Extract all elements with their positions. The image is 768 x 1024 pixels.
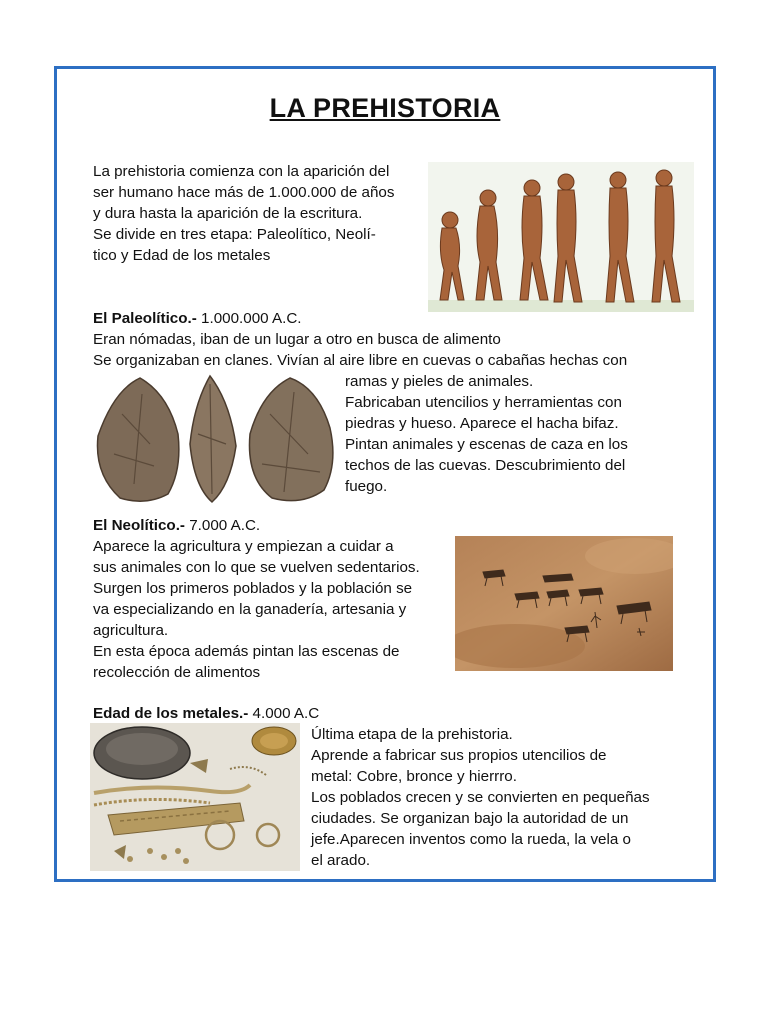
cave-painting-image — [455, 536, 673, 671]
metales-heading: Edad de los metales.- — [93, 705, 249, 722]
neolitico-line: Surgen los primeros poblados y la población se — [93, 580, 413, 597]
paleolitico-line: ramas y pieles de animales. — [345, 373, 534, 390]
intro-line: tico y Edad de los metales — [93, 247, 271, 264]
human-evolution-image — [428, 162, 694, 312]
neolitico-line: agricultura. — [93, 622, 169, 639]
paleolitico-line: Se organizaban en clanes. Vivían al aire libre en cuevas o cabañas hechas con — [93, 352, 628, 369]
metales-line: el arado. — [311, 852, 371, 869]
paleolitico-heading: El Paleolítico.- — [93, 310, 197, 327]
neolitico-line: recolección de alimentos — [93, 664, 261, 681]
neolitico-line: Aparece la agricultura y empiezan a cuidar a — [93, 538, 394, 555]
neolitico-line: En esta época además pintan las escenas de — [93, 643, 400, 660]
neolitico-line: va especializando en la ganadería, artesania y — [93, 601, 407, 618]
intro-line: La prehistoria comienza con la aparición del — [93, 163, 390, 180]
metales-heading-line — [93, 703, 319, 724]
metales-line: metal: Cobre, bronce y hierrro. — [311, 768, 517, 785]
intro-line: Se divide en tres etapa: Paleolítico, Neolí- — [93, 226, 376, 243]
paleolitico-line: Pintan animales y escenas de caza en los — [345, 436, 628, 453]
paleolitico-line: Eran nómadas, iban de un lugar a otro en busca de alimento — [93, 331, 501, 348]
neolitico-section — [93, 515, 420, 683]
intro-text — [93, 161, 394, 266]
intro-line: ser humano hace más de 1.000.000 de años — [93, 184, 395, 201]
paleolitico-section — [93, 308, 627, 371]
metales-line: Aprende a fabricar sus propios utencilios de — [311, 747, 607, 764]
metales-text — [311, 724, 650, 871]
metales-line: jefe.Aparecen inventos como la rueda, la vela o — [311, 831, 631, 848]
page-title: LA PREHISTORIA — [269, 93, 501, 123]
paleolitico-line: fuego. — [345, 478, 388, 495]
metales-line: Los poblados crecen y se convierten en pequeñas — [311, 789, 650, 806]
metales-line: ciudades. Se organizan bajo la autoridad de un — [311, 810, 629, 827]
metales-line: Última etapa de la prehistoria. — [311, 726, 513, 743]
neolitico-date: 7.000 A.C. — [184, 517, 261, 534]
neolitico-heading: El Neolítico.- — [93, 517, 185, 534]
stone-axes-image — [94, 374, 336, 506]
paleolitico-line: piedras y hueso. Aparece el hacha bifaz. — [345, 415, 619, 432]
metales-date: 4.000 A.C — [248, 705, 320, 722]
paleolitico-line: Fabricaban utencilios y herramientas con — [345, 394, 622, 411]
paleolitico-side-text — [345, 371, 628, 497]
metal-artifacts-image — [90, 723, 300, 871]
paleolitico-date: 1.000.000 A.C. — [196, 310, 302, 327]
neolitico-line: sus animales con lo que se vuelven sedentarios. — [93, 559, 420, 576]
intro-line: y dura hasta la aparición de la escritura. — [93, 205, 363, 222]
paleolitico-line: techos de las cuevas. Descubrimiento del — [345, 457, 626, 474]
